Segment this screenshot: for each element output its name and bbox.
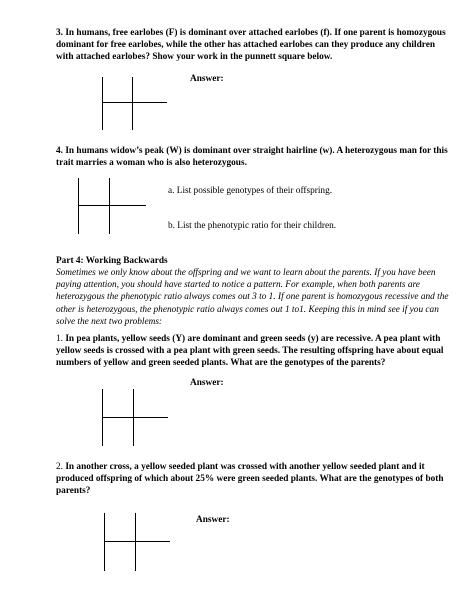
question-3-answer-label: Answer:: [190, 74, 224, 84]
punnett-square-problem-2: [104, 513, 170, 571]
problem-1-answer-label: Answer:: [190, 378, 224, 388]
problem-1-text: In pea plants, yellow seeds (Y) are dominant and green seeds (y) are recessive. A pea plant with yellow seeds is crossed with a pea plant with green seeds. The resulting offspring have about equal numbers of yellow and green seeded plants. What are the genotypes of the parents?: [56, 334, 444, 369]
question-3-text: In humans, free earlobes (F) is dominant over attached earlobes (f). If one parent is homozygous dominant for free earlobes, while the other has attached earlobes can they produce any children with attached earlobes? Show your work in the punnett square below.: [56, 28, 446, 63]
problem-2-answer-label: Answer:: [196, 515, 230, 525]
question-4-number: 4.: [56, 146, 63, 156]
problem-2: [56, 461, 452, 498]
question-4-option-a: a. List possible genotypes of their offspring.: [168, 186, 333, 196]
question-4: [56, 145, 452, 169]
question-4-option-b: b. List the phenotypic ratio for their children.: [168, 221, 337, 231]
part-4-intro: Sometimes we only know about the offspring and we want to learn about the parents. If you have been paying attention, you should have started to notice a pattern. For example, when both parents are heterozygous the phenotypic ratio always comes out 3 to 1. If one parent is homozygous recessive and the other is heterozygous, the phenotypic ratio always comes out 1 to1. Keeping this in mind see if you can solve the next two problems:: [56, 268, 449, 327]
punnett-square-q3: [102, 77, 167, 130]
punnett-square-problem-1: [102, 389, 168, 446]
question-4-text: In humans widow’s peak (W) is dominant over straight hairline (w). A heterozygous man for this trait marries a woman who is also heterozygous.: [56, 146, 448, 169]
problem-1: [56, 333, 452, 370]
problem-1-number: 1.: [56, 334, 63, 344]
punnett-square-q4: [78, 178, 146, 234]
question-3: [56, 27, 452, 64]
problem-2-text: In another cross, a yellow seeded plant was crossed with another yellow seeded plant and it produced offspring of which about 25% were green seeded plants. What are the genotypes of both parents?: [56, 462, 444, 497]
part-4-heading: Part 4: Working Backwards: [56, 256, 168, 266]
question-3-number: 3.: [56, 28, 63, 38]
problem-2-number: 2.: [56, 462, 63, 472]
